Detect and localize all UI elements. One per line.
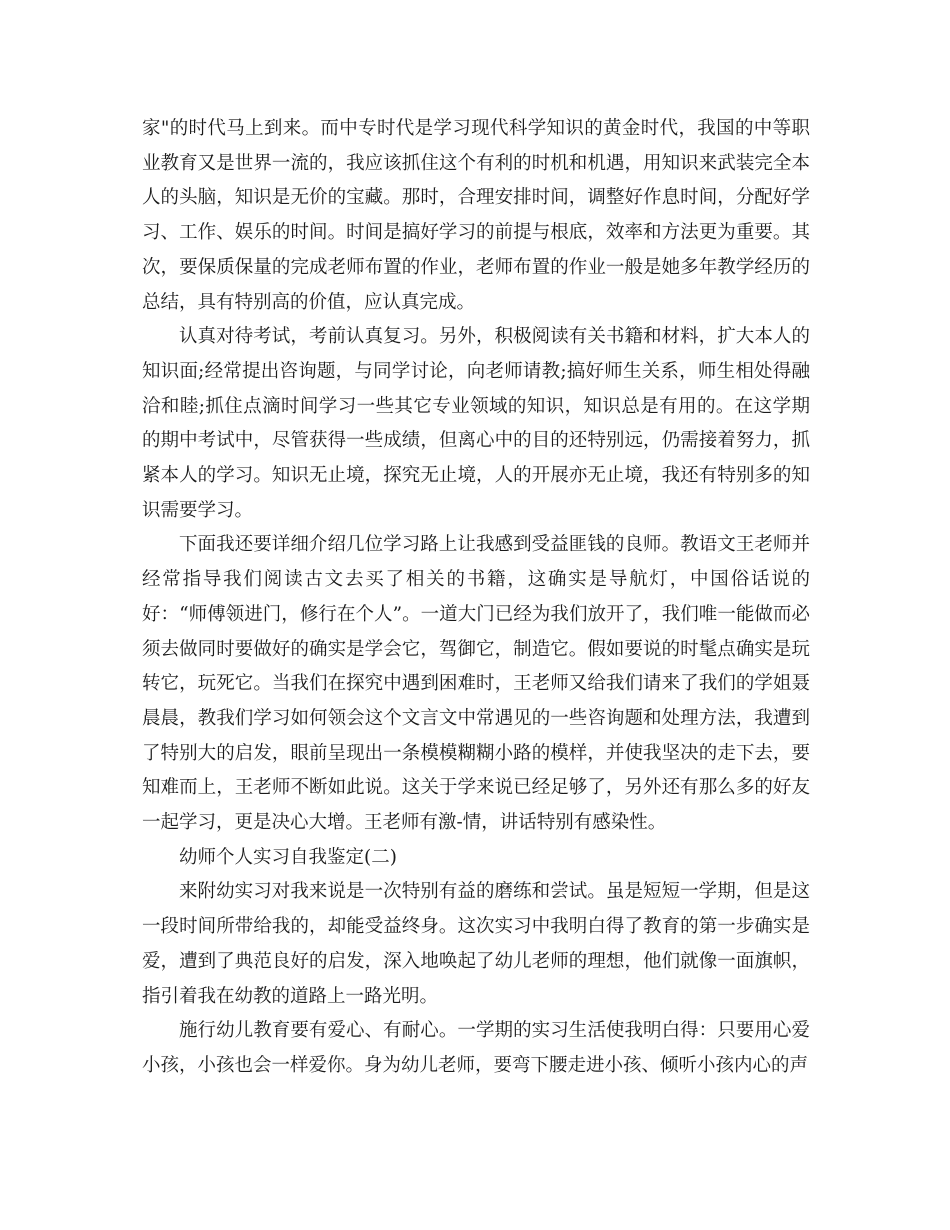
paragraph-teacher-introduction: 下面我还要详细介绍几位学习路上让我感到受益匪钱的良师。教语文王老师并经常指导我们阅读古文去买了相关的书籍，这确实是导航灯，中国俗话说的好：“师傅领进门，修行在个人”。一道大门已经为我们放开了，我们唯一能做而必须去做同时要做好的确实是学会它，驾御它，制造它。假如要说的时髦点确实是玩转它，玩死它。当我们在探究中遇到困难时，王老师又给我们请来了我们的学姐聂晨晨，教我们学习如何领会这个文言文中常遇见的一些咨询题和处理方法，我遭到了特别大的启发，眼前呈现出一条模模糊糊小路的模样，并使我坚决的走下去，要知难而上，王老师不断如此说。这关于学来说已经足够了，另外还有那么多的好友一起学习，更是决心大增。王老师有激-情，讲话特别有感染性。 <box>142 534 810 834</box>
paragraph-internship-experience: 来附幼实习对我来说是一次特别有益的磨练和尝试。虽是短短一学期，但是这一段时间所带给我的，却能受益终身。这次实习中我明白得了教育的第一步确实是爱，遭到了典范良好的启发，深入地唤起了幼儿老师的理想，他们就像一面旗帜，指引着我在幼教的道路上一路光明。 <box>142 881 810 1007</box>
paragraph-continuation: 家"的时代马上到来。而中专时代是学习现代科学知识的黄金时代，我国的中等职业教育又是世界一流的，我应该抓住这个有利的时机和机遇，用知识来武装完全本人的头脑，知识是无价的宝藏。那时，合理安排时间，调整好作息时间，分配好学习、工作、娱乐的时间。时间是搞好学习的前提与根底，效率和方法更为重要。其次，要保质保量的完成老师布置的作业，老师布置的作业一般是她多年教学经历的总结，具有特别高的价值，应认真完成。 <box>142 118 810 313</box>
paragraph-exam-preparation: 认真对待考试，考前认真复习。另外，积极阅读有关书籍和材料，扩大本人的知识面;经常提出咨询题，与同学讨论，向老师请教;搞好师生关系，师生相处得融洽和睦;抓住点滴时间学习一些其它专业领域的知识，知识总是有用的。在这学期的期中考试中，尽管获得一些成绩，但离心中的目的还特别远，仍需接着努力，抓紧本人的学习。知识无止境，探究无止境，人的开展亦无止境，我还有特别多的知识需要学习。 <box>142 326 810 521</box>
section-heading: 幼师个人实习自我鉴定(二) <box>179 846 397 868</box>
paragraph-love-and-patience: 施行幼儿教育要有爱心、有耐心。一学期的实习生活使我明白得：只要用心爱小孩，小孩也会一样爱你。身为幼儿老师，要弯下腰走进小孩、倾听小孩内心的声 <box>142 1020 810 1076</box>
document-page <box>142 112 810 1084</box>
